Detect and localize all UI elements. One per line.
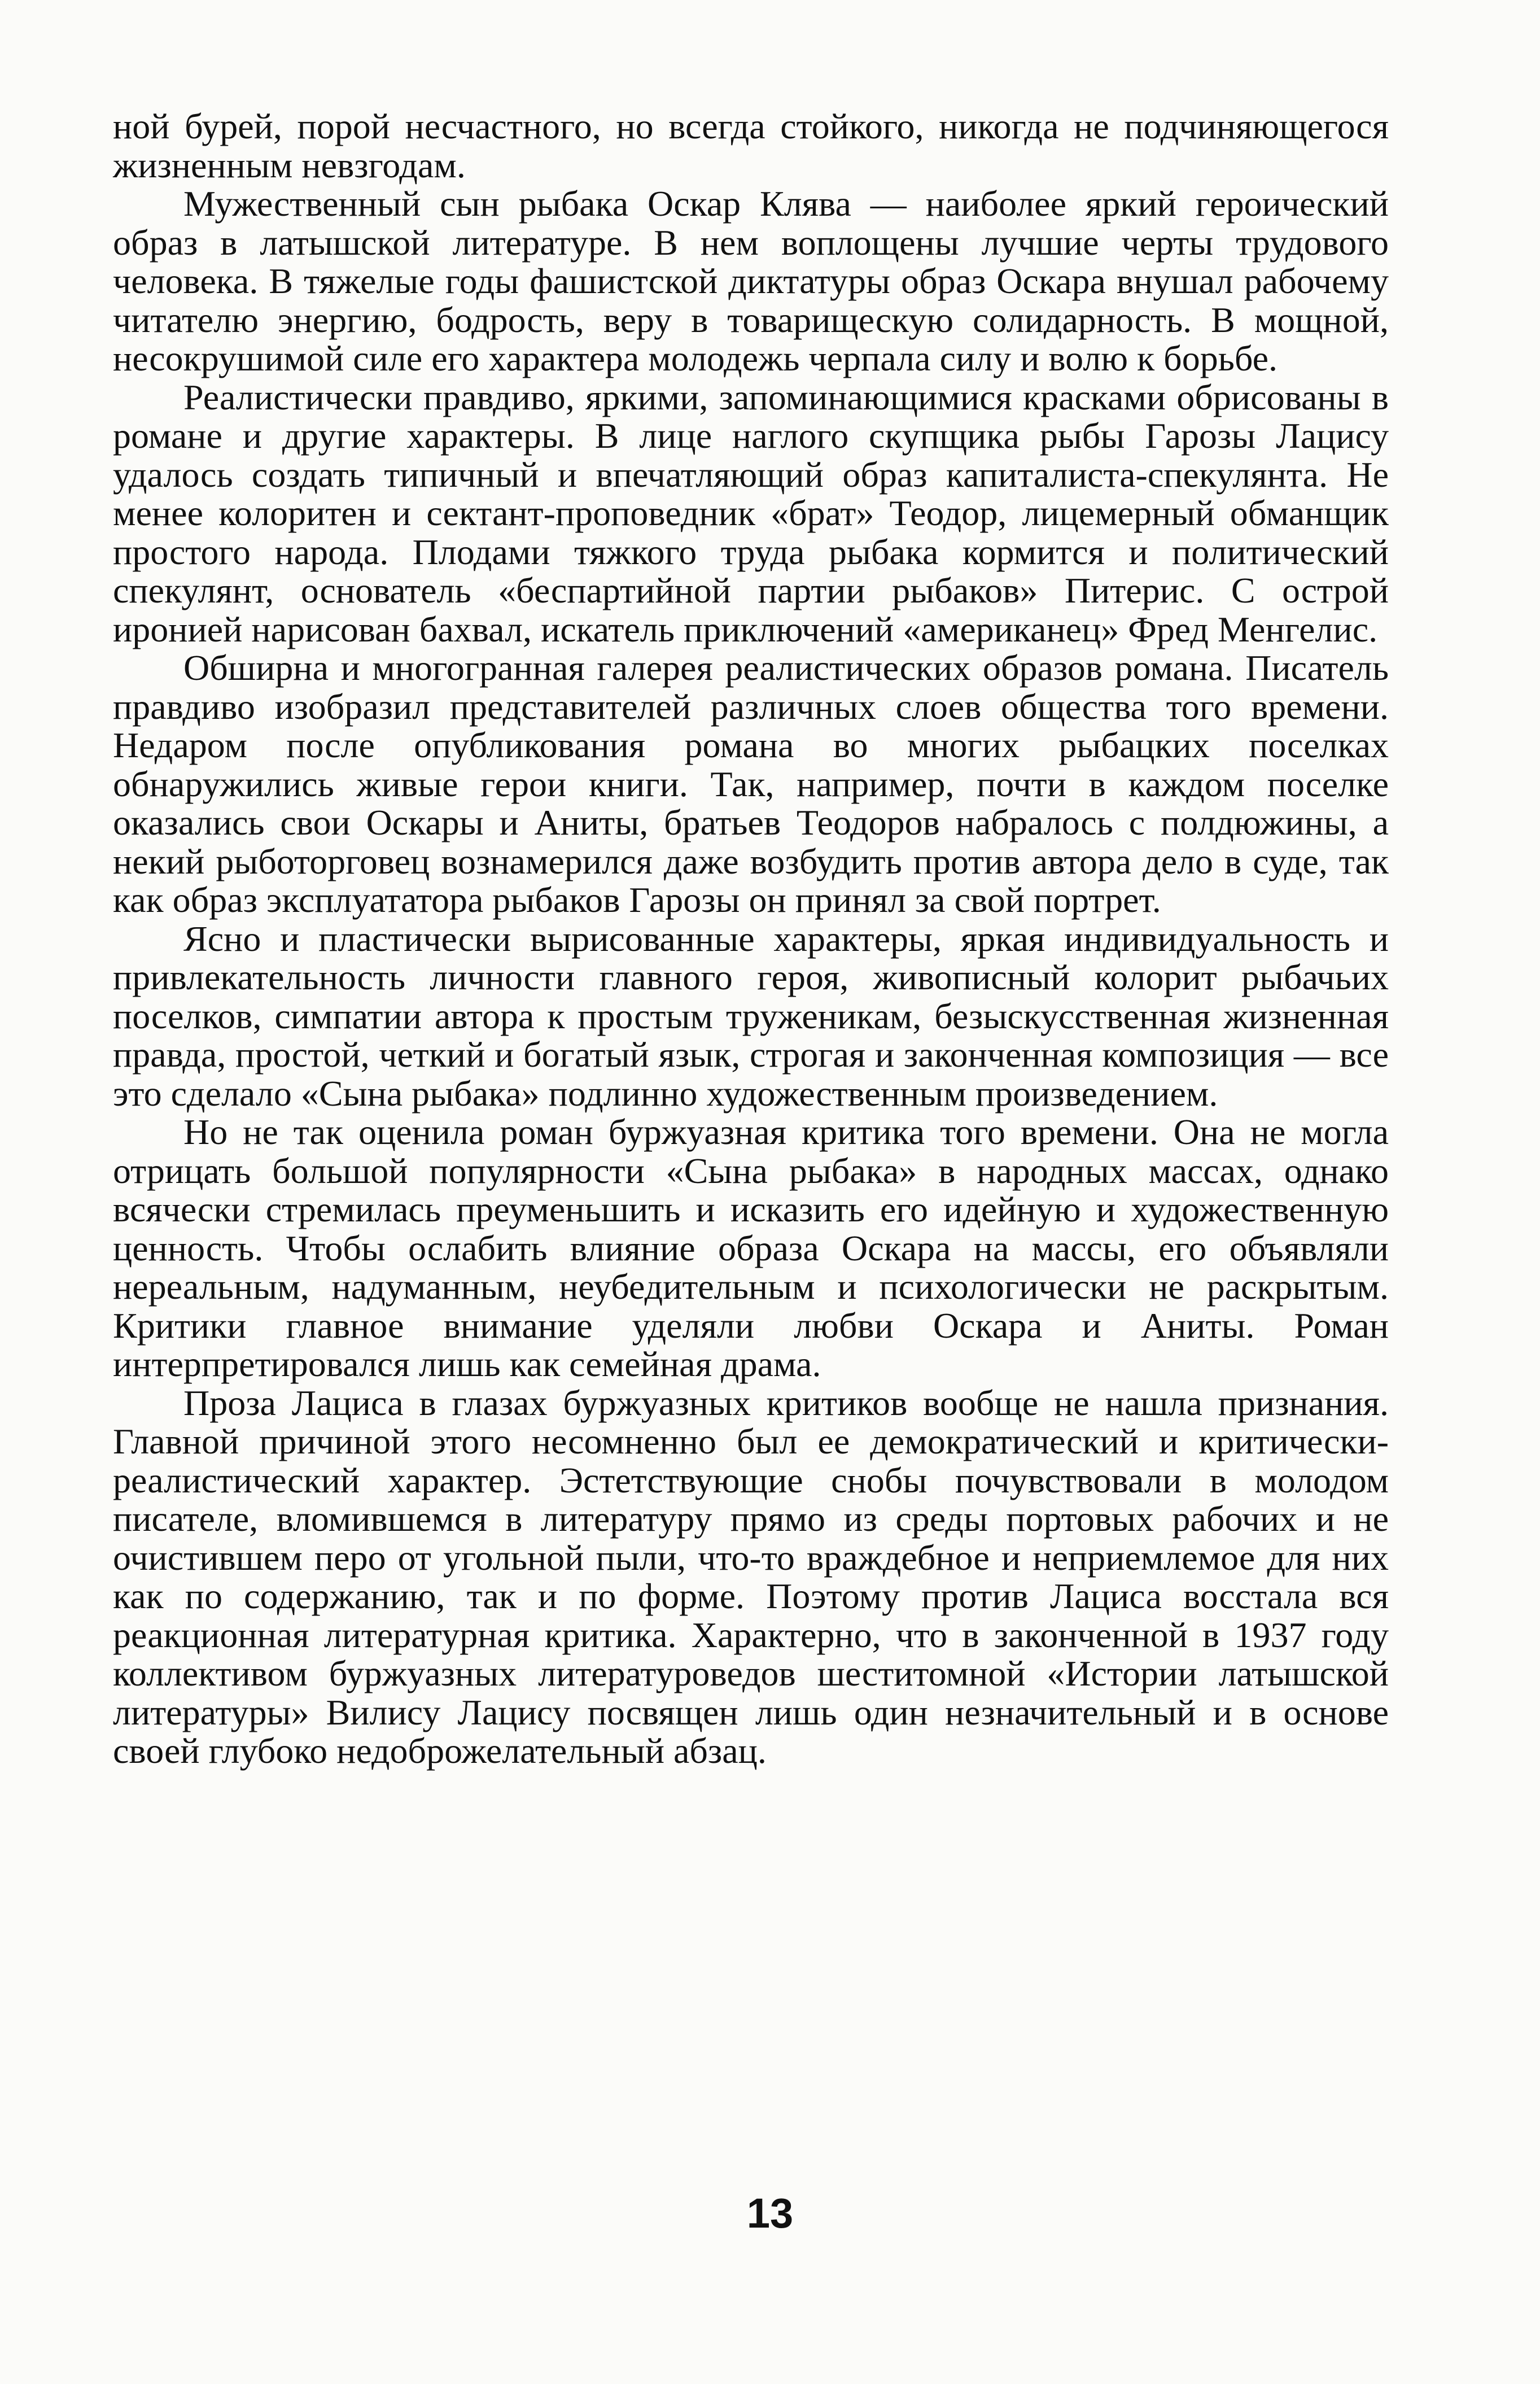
paragraph-6: Но не так оценила роман буржуазная критика того времени. Она не могла отрицать большой популярности «Сына рыбака» в народных массах, однако всячески стремилась преуменьшить и исказить его идейную и художественную ценность. Чтобы ослабить влияние образа Оскара на массы, его объявляли нереальным, надуманным, неубедительным и психологически не раскрытым. Критики главное внимание уделяли любви Оскара и Аниты. Роман интерпретировался лишь как семейная драма. bbox=[113, 1112, 1389, 1384]
body-text bbox=[113, 107, 1389, 1771]
paragraph-2: Мужественный сын рыбака Оскар Клява — наиболее яркий героический образ в латышской литературе. В нем воплощены лучшие черты трудового человека. В тяжелые годы фашистской диктатуры образ Оскара внушал рабочему читателю энергию, бодрость, веру в товарищескую солидарность. В мощной, несокрушимой силе его характера молодежь черпала силу и волю к борьбе. bbox=[113, 184, 1389, 378]
paragraph-4: Обширна и многогранная галерея реалистических образов романа. Писатель правдиво изобразил представителей различных слоев общества того времени. Недаром после опубликования романа во многих рыбацких поселках обнаружились живые герои книги. Так, например, почти в каждом поселке оказались свои Оскары и Аниты, братьев Теодоров набралось с полдюжины, а некий рыботорговец вознамерился даже возбудить против автора дело в суде, так как образ эксплуататора рыбаков Гарозы он принял за свой портрет. bbox=[113, 648, 1389, 920]
page-number: 13 bbox=[746, 2190, 794, 2237]
paragraph-7: Проза Лациса в глазах буржуазных критиков вообще не нашла признания. Главной причиной этого несомненно был ее демократический и критически-реалистический характер. Эстетствующие снобы почувствовали в молодом писателе, вломившемся в литературу прямо из среды портовых рабочих и не очистившем перо от угольной пыли, что-то враждебное и неприемлемое для них как по содержанию, так и по форме. Поэтому против Лациса восстала вся реакционная литературная критика. Характерно, что в законченной в 1937 году коллективом буржуазных литературоведов шеститомной «Истории латышской литературы» Вилису Лацису посвящен лишь один незначительный и в основе своей глубоко недоброжелательный абзац. bbox=[113, 1382, 1389, 1771]
paragraph-3: Реалистически правдиво, яркими, запоминающимися красками обрисованы в романе и другие характеры. В лице наглого скупщика рыбы Гарозы Лацису удалось создать типичный и впечатляющий образ капиталиста-спекулянта. Не менее колоритен и сектант-проповедник «брат» Теодор, лицемерный обманщик простого народа. Плодами тяжкого труда рыбака кормится и политический спекулянт, основатель «беспартийной партии рыбаков» Питерис. С острой иронией нарисован бахвал, искатель приключений «американец» Фред Менгелис. bbox=[113, 377, 1389, 649]
paragraph-5: Ясно и пластически вырисованные характеры, яркая индивидуальность и привлекательность личности главного героя, живописный колорит рыбачьих поселков, симпатии автора к простым труженикам, безыскусственная жизненная правда, простой, четкий и богатый язык, строгая и законченная композиция — все это сделало «Сына рыбака» подлинно художественным произведением. bbox=[113, 918, 1389, 1114]
paragraph-1: ной бурей, порой несчастного, но всегда стойкого, никогда не подчиняющегося жизненным невзгодам. bbox=[113, 106, 1389, 185]
